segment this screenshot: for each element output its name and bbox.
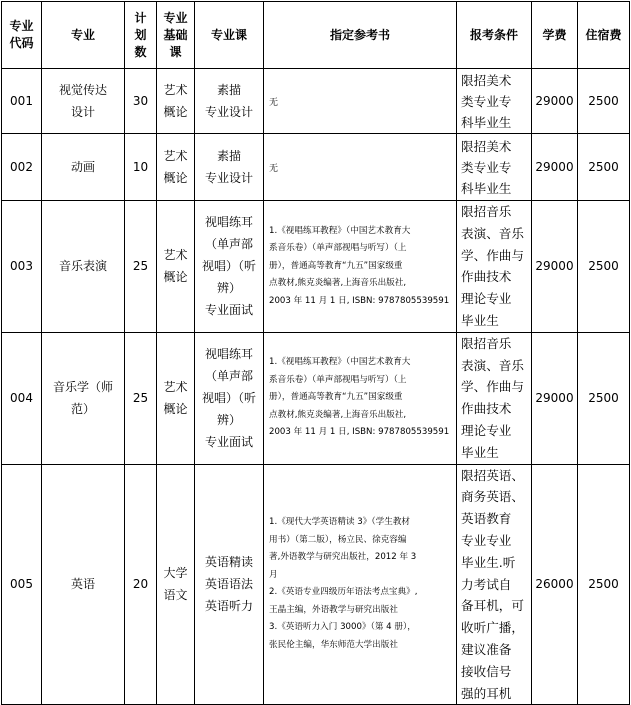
row-base-course: 大学 语文 (157, 464, 195, 705)
row-books: 1.《现代大学英语精读 3》（学生教材 用书）（第二版），杨立民、徐克容编 著,外语教学与研究出版社，2012 年 3 月 2.《英语专业四级历年语法考点宝典》, 王晶主编，外语教学与研究出版社 3.《英语听力入门 3000》（第 4 册）， 张民伦主编，华东师范大学出版社 (264, 464, 457, 705)
table-row (2, 201, 630, 333)
header-base-course: 专业 基础 课 (157, 2, 195, 69)
row-books: 无 (264, 134, 457, 201)
row-major: 英语 (42, 464, 125, 705)
row-code: 002 (2, 134, 42, 201)
row-major: 视觉传达 设计 (42, 69, 125, 134)
row-plan: 25 (125, 201, 157, 333)
row-dorm-fee: 2500 (578, 201, 630, 333)
row-plan: 30 (125, 69, 157, 134)
row-requirements: 限招美术 类专业专 科毕业生 (457, 69, 532, 134)
row-fee: 29000 (532, 201, 578, 333)
row-requirements: 限招音乐 表演、音乐 学、作曲与 作曲技术 理论专业 毕业生 (457, 201, 532, 333)
row-major: 动画 (42, 134, 125, 201)
row-base-course: 艺术 概论 (157, 201, 195, 333)
row-requirements: 限招英语、 商务英语、 英语教育 专业专业 毕业生.听 力考试自 备耳机，可 收听广播， 建议准备 接收信号 强的耳机 (457, 464, 532, 705)
table-row (2, 332, 630, 464)
header-fee: 学费 (532, 2, 578, 69)
row-code: 004 (2, 332, 42, 464)
row-requirements: 限招美术 类专业专 科毕业生 (457, 134, 532, 201)
header-course: 专业课 (195, 2, 264, 69)
row-base-course: 艺术 概论 (157, 332, 195, 464)
row-dorm-fee: 2500 (578, 332, 630, 464)
header-dorm-fee: 住宿费 (578, 2, 630, 69)
row-dorm-fee: 2500 (578, 134, 630, 201)
table-row (2, 464, 630, 705)
row-code: 001 (2, 69, 42, 134)
row-fee: 29000 (532, 332, 578, 464)
header-plan: 计 划 数 (125, 2, 157, 69)
row-dorm-fee: 2500 (578, 69, 630, 134)
header-books: 指定参考书 (264, 2, 457, 69)
row-fee: 29000 (532, 69, 578, 134)
row-requirements: 限招音乐 表演、音乐 学、作曲与 作曲技术 理论专业 毕业生 (457, 332, 532, 464)
row-course: 视唱练耳 （单声部 视唱）（听 辨） 专业面试 (195, 332, 264, 464)
row-code: 005 (2, 464, 42, 705)
admission-table (1, 1, 630, 705)
row-code: 003 (2, 201, 42, 333)
row-course: 英语精读 英语语法 英语听力 (195, 464, 264, 705)
row-fee: 29000 (532, 134, 578, 201)
header-requirements: 报考条件 (457, 2, 532, 69)
header-code: 专业 代码 (2, 2, 42, 69)
row-books: 1.《视唱练耳教程》（中国艺术教育大 系音乐卷）（单声部视唱与听写）（上 册），普通高等教育“九五”国家级重 点教材,熊克炎编著,上海音乐出版社, 2003 年 11 月 1 日, ISBN: 9787805539591 (264, 201, 457, 333)
row-fee: 26000 (532, 464, 578, 705)
table-row (2, 134, 630, 201)
header-row (2, 2, 630, 69)
row-course: 视唱练耳 （单声部 视唱）（听 辨） 专业面试 (195, 201, 264, 333)
row-plan: 20 (125, 464, 157, 705)
row-major: 音乐学（师 范） (42, 332, 125, 464)
row-books: 无 (264, 69, 457, 134)
table-row (2, 69, 630, 134)
row-major: 音乐表演 (42, 201, 125, 333)
row-dorm-fee: 2500 (578, 464, 630, 705)
header-major: 专业 (42, 2, 125, 69)
row-base-course: 艺术 概论 (157, 134, 195, 201)
row-base-course: 艺术 概论 (157, 69, 195, 134)
row-books: 1.《视唱练耳教程》（中国艺术教育大 系音乐卷）（单声部视唱与听写）（上 册），普通高等教育“九五”国家级重 点教材,熊克炎编著,上海音乐出版社, 2003 年 11 月 1 日, ISBN: 9787805539591 (264, 332, 457, 464)
row-course: 素描 专业设计 (195, 69, 264, 134)
row-course: 素描 专业设计 (195, 134, 264, 201)
row-plan: 25 (125, 332, 157, 464)
row-plan: 10 (125, 134, 157, 201)
